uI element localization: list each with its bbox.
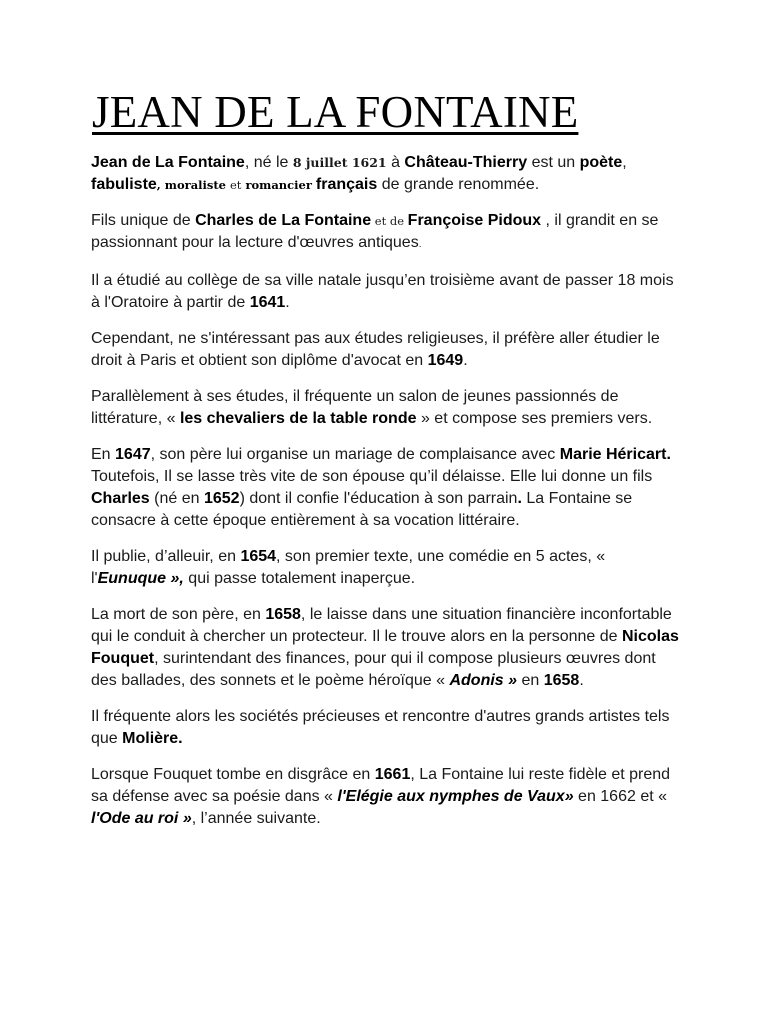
text-span: » (178, 810, 192, 827)
text-span: Parallèlement à ses études, il fréquente un salon de jeunes passionnés de littérature, « (91, 388, 619, 427)
text-span: , surintendant des finances, pour qui il compose plusieurs œuvres dont des ballades, des sonnets et le poème héroïque « (91, 650, 656, 689)
paragraph-fouquet (91, 604, 683, 692)
term-chevaliers-table-ronde: les chevaliers de la table ronde (179, 410, 417, 427)
text-span: et de (371, 214, 408, 228)
name-jean-de-la-fontaine: Jean de La Fontaine (91, 154, 245, 171)
text-span: Il fréquente alors les sociétés précieuses et rencontre d'autres grands artistes tels que (91, 708, 670, 747)
name-marie-hericart: Marie Héricart. (559, 446, 671, 463)
year-1654: 1654 (240, 548, 277, 565)
paragraph-intro (91, 152, 683, 196)
text-span: en 1662 et « (573, 788, 668, 805)
paragraph-first-work (91, 546, 683, 590)
paragraph-family (91, 210, 683, 256)
year-1658: 1658 (265, 606, 301, 623)
year-1658-second: 1658 (543, 672, 580, 689)
text-span: et (230, 178, 242, 192)
work-adonis: Adonis (449, 672, 504, 689)
name-moliere: Molière. (122, 730, 183, 747)
document-title: JEAN DE LA FONTAINE (92, 87, 579, 137)
text-span: , il grandit en se passionnant pour la lecture d'œuvres antiques (91, 212, 659, 251)
document-body (91, 152, 683, 844)
text-span: Il a étudié au collège de sa ville natale jusqu’en troisième avant de passer 18 mois à l'Oratoire à partir de (91, 272, 674, 311)
text-span: . (463, 352, 468, 369)
paragraph-law-studies (91, 328, 683, 372)
text-span: , son premier texte, une comédie en 5 actes, « l' (91, 548, 606, 587)
text-span: Lorsque Fouquet tombe en disgrâce en (91, 766, 375, 783)
text-span: . (517, 490, 522, 507)
text-span: , le laisse dans une situation financière inconfortable qui le conduit à chercher un protecteur. Il le trouve alors en la personne de (91, 606, 672, 645)
text-span: La Fontaine se consacre à cette époque entièrement à sa vocation littéraire. (91, 490, 633, 529)
text-span: La mort de son père, en (91, 606, 266, 623)
year-1661: 1661 (374, 766, 411, 783)
work-elegie-nymphes-vaux: l'Elégie aux nymphes de Vaux» (337, 788, 574, 805)
term-moraliste: , moraliste (156, 178, 230, 192)
term-poete: poète (579, 154, 623, 171)
term-francais: français (315, 176, 378, 193)
name-francoise-pidoux: Françoise Pidoux (407, 212, 542, 229)
year-1652: 1652 (203, 490, 240, 507)
text-span: Fils unique de (91, 212, 196, 229)
year-1641: 1641 (249, 294, 286, 311)
work-ode-au-roi: l'Ode au roi (91, 810, 179, 827)
birth-date: 8 juillet 1621 (292, 155, 387, 170)
text-span: . (285, 294, 290, 311)
text-span: » (503, 672, 518, 689)
place-chateau-thierry: Château-Thierry (404, 154, 528, 171)
text-span: (né en (149, 490, 204, 507)
year-1647: 1647 (115, 446, 151, 463)
text-span: », (166, 570, 184, 587)
text-span: . (418, 239, 422, 250)
year-1649: 1649 (427, 352, 464, 369)
text-span: en (517, 672, 544, 689)
name-charles: Charles (91, 490, 150, 507)
paragraph-precieuses (91, 706, 683, 750)
text-span: Cependant, ne s'intéressant pas aux études religieuses, il préfère aller étudier le droit à Paris et obtient son diplôme d'avocat en (91, 330, 660, 369)
name-charles-de-la-fontaine: Charles de La Fontaine (195, 212, 372, 229)
text-span: . (579, 672, 584, 689)
text-span: , son père lui organise un mariage de complaisance avec (150, 446, 560, 463)
text-span: Toutefois, Il se lasse très vite de son épouse qu’il délaisse. Elle lui donne un fils (91, 468, 653, 485)
term-fabuliste: fabuliste (91, 176, 157, 193)
text-span: est un (527, 154, 580, 171)
term-romancier: romancier (241, 178, 316, 192)
paragraph-marriage (91, 444, 683, 532)
text-span: ) dont il confie l'éducation à son parrain (239, 490, 518, 507)
text-span: , (622, 154, 627, 171)
text-span: » et compose ses premiers vers. (416, 410, 653, 427)
paragraph-disgrace (91, 764, 683, 830)
text-span: de grande renommée. (377, 176, 540, 193)
text-span: , l’année suivante. (191, 810, 321, 827)
text-span: qui passe totalement inaperçue. (183, 570, 416, 587)
work-eunuque: Eunuque (97, 570, 167, 587)
text-span: à (386, 154, 405, 171)
paragraph-salon (91, 386, 683, 430)
paragraph-education (91, 270, 683, 314)
text-span: , La Fontaine lui reste fidèle et prend sa défense avec sa poésie dans « (91, 766, 671, 805)
text-span: , né le (244, 154, 293, 171)
name-nicolas-fouquet: Nicolas Fouquet (91, 628, 679, 667)
text-span: En (91, 446, 116, 463)
text-span: Il publie, d’alleuir, en (91, 548, 241, 565)
